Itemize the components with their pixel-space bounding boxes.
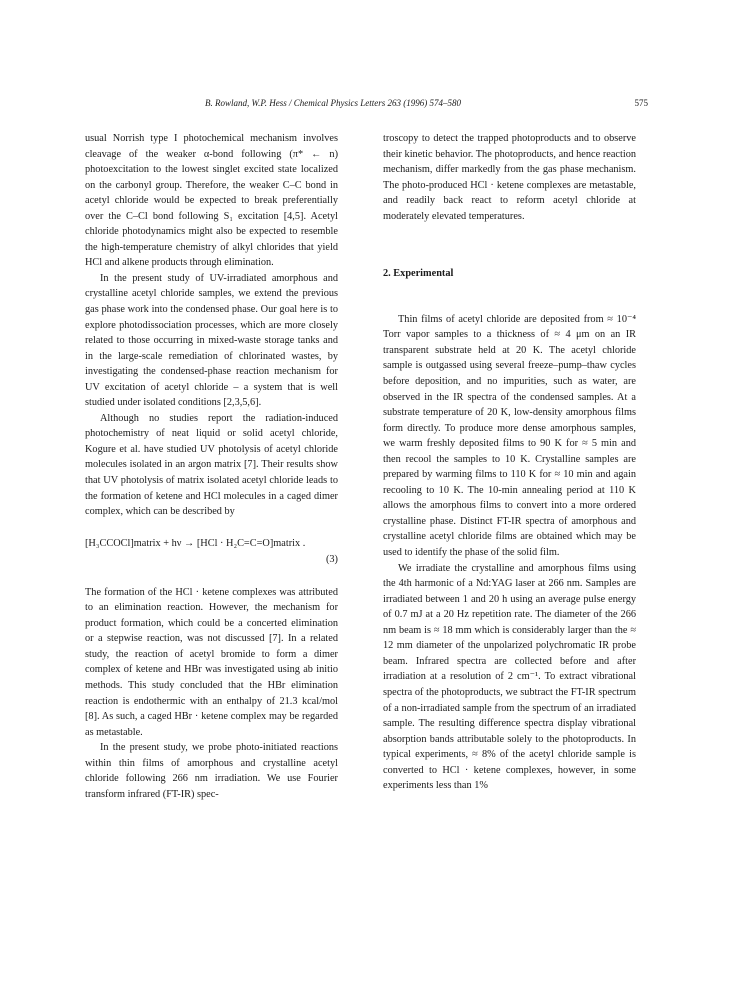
running-head: B. Rowland, W.P. Hess / Chemical Physics Letters 263 (1996) 574–580	[205, 98, 461, 108]
paragraph-hcl-ketene-complex: The formation of the HCl · ketene complexes was attributed to an elimination reaction. However, the mechanism for product formation, which could be a concerted elimination or a stepwise reaction, was not discussed [7]. In a related study, the reaction of acetyl bromide to form a dimer complex of ketene and HBr was investigated using ab initio methods. This study concluded that the HBr elimination reaction is endothermic with an enthalpy of 21.3 kcal/mol [8]. As such, a caged HBr · ketene complex may be regarded as metastable.	[85, 586, 338, 738]
paragraph-thin-films: Thin films of acetyl chloride are deposited from ≈ 10⁻⁴ Torr vapor samples to a thickness of ≈ 4 μm on an IR transparent substrate held at 20 K. The acetyl chloride sample is outgassed using several freeze–pump–thaw cycles before deposition, and no impurities, such as water, are observed in the IR spectra of the condensed samples. At a substrate temperature of 20 K, low-density amorphous films form directly. To produce more dense amorphous samples, we warm freshly deposited films to 90 K for ≈ 5 min and then recool the samples to 10 K. Crystalline samples are prepared by warming films to 110 K for ≈ 10 min and again recooling to 10 K. The 10-min annealing period at 110 K allows the amorphous films to convert into a more ordered crystalline phase. Distinct FT-IR spectra of amorphous and crystalline acetyl chloride films are obtained which may be used to identify the phase of the solid film.	[383, 313, 636, 559]
section-title-experimental: 2. Experimental	[383, 268, 454, 280]
equation-expression: [H₃CCOCl]matrix + hν → [HCl · H₂C=C=O]matrix .	[85, 537, 306, 549]
equation-number: (3)	[325, 553, 338, 565]
paragraph-norrish-mechanism: usual Norrish type I photochemical mechanism involves cleavage of the weaker α-bond following (π* ← n) photoexcitation to the lowest singlet excited state localized on the carbonyl group. Therefore, the weaker C–C bond in acetyl chloride would be expected to break preferentially over the C–Cl bond following S₁ excitation [4,5]. Acetyl chloride photodynamics might also be expected to resemble the high-temperature chemistry of alkyl chlorides that yield HCl and alkene products through elimination.	[85, 133, 338, 269]
paragraph-irradiation: We irradiate the crystalline and amorphous films using the 4th harmonic of a Nd:YAG laser at 266 nm. Samples are irradiated between 1 and 20 h using an average pulse energy of 0.7 mJ at a 20 Hz repetition rate. The diameter of the 266 nm beam is ≈ 18 mm which is considerably larger than the ≈ 12 mm diameter of the unpolarized polychromatic IR probe beam. Infrared spectra are collected before and after irradiation at a resolution of 2 cm⁻¹. To extract vibrational spectra of the photoproducts, we subtract the FT-IR spectrum of a non-irradiated sample from the spectrum of an irradiated sample. The resulting difference spectra display vibrational absorption bands attributable solely to the photoproducts. In typical experiments, ≈ 8% of the acetyl chloride sample is converted to HCl · ketene complexes, however, in some experiments less than 1%	[383, 562, 636, 792]
paragraph-ftir-intro: In the present study, we probe photo-initiated reactions within thin films of amorphous and crystalline acetyl chloride following 266 nm irradiation. We use Fourier transform infrared (FT-IR) spec-	[85, 742, 338, 800]
page-number: 575	[634, 98, 648, 108]
paragraph-ftir-continued: troscopy to detect the trapped photoproducts and to observe their kinetic behavior. The photoproducts, and hence reaction mechanism, differ markedly from the gas phase mechanism. The photo-produced HCl · ketene complexes are metastable, and readily back react to reform acetyl chloride at moderately elevated temperatures.	[383, 133, 636, 222]
running-header	[0, 98, 731, 112]
left-column	[85, 131, 338, 802]
equation-3	[85, 536, 338, 568]
right-column	[383, 131, 636, 794]
paragraph-kogure-study: Although no studies report the radiation-induced photochemistry of neat liquid or solid acetyl chloride, Kogure et al. have studied UV photolysis of acetyl chloride molecules isolated in an argon matrix [7]. Their results show that UV photolysis of matrix isolated acetyl chloride leads to the formation of ketene and HCl molecules in a caged dimer complex, which can be described by	[85, 412, 338, 518]
paragraph-present-study: In the present study of UV-irradiated amorphous and crystalline acetyl chloride samples, we extend the previous gas phase work into the condensed phase. Our goal here is to explore photodissociation processes, which are more closely related to those occurring in mixed-waste storage tanks and in the large-scale remediation of chlorinated wastes, by investigating the condensed-phase reaction mechanism for UV excitation of acetyl chloride – a system that is well studied under isolated conditions [2,3,5,6].	[85, 272, 338, 409]
